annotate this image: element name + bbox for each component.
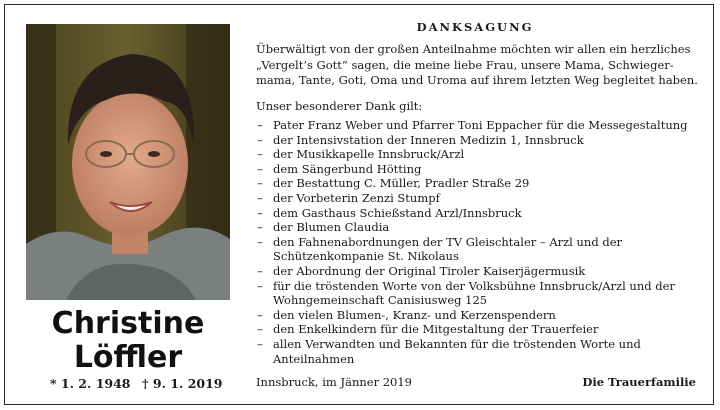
thanks-item-line: – dem Gasthaus Schießstand Arzl/Innsbruck [273,205,522,220]
thanks-item [256,308,696,323]
birth-date: * 1. 2. 1948 [50,376,131,391]
thanks-item-line: – für die tröstenden Worte von der Volksbühne Innsbruck/Arzl und der [273,278,675,293]
thanks-item-line: – den Fahnenabordnungen der TV Gleischtaler – Arzl und der [273,234,623,249]
thanks-item-line: – den Enkelkindern für die Mitgestaltung der Trauerfeier [273,322,599,337]
thanks-item-line: Wohngemeinschaft Canisiusweg 125 [273,293,488,308]
signature: Die Trauerfamilie [582,375,696,389]
thanks-item [256,337,696,366]
thanks-item-line: – der Abordnung der Original Tiroler Kaiserjägermusik [273,263,586,278]
thanks-item [256,162,696,177]
thanks-item-line: – dem Sängerbund Hötting [273,161,422,176]
thanks-item-line: – allen Verwandten und Bekannten für die tröstenden Worte und [273,336,641,351]
thanks-item-line: Schützenkompanie St. Nikolaus [273,249,459,264]
thanks-item [256,264,696,279]
thanks-item-line: – Pater Franz Weber und Pfarrer Toni Eppacher für die Messegestaltung [273,118,688,132]
thanks-item [256,147,696,162]
intro-paragraph [256,42,696,89]
thanks-item [256,279,696,308]
place-date: Innsbruck, im Jänner 2019 [256,375,412,389]
deceased-first-name: Christine [51,306,205,341]
thanks-list [256,118,696,366]
intro-line: mama, Tante, Goti, Oma und Uroma auf ihrem letzten Weg begleitet haben. [256,73,698,87]
thanks-item [256,133,696,148]
thanks-item-line: Anteilnahmen [273,351,355,366]
thanks-item-line: – den vielen Blumen-, Kranz- und Kerzenspendern [273,307,556,322]
thanks-item [256,206,696,221]
portrait-photo [26,24,230,300]
thanks-item [256,191,696,206]
notice-title: DANKSAGUNG [416,20,534,34]
thanks-item-line: – der Vorbeterin Zenzi Stumpf [273,190,440,205]
deceased-last-name: Löffler [73,340,183,375]
intro-line: „Vergelt’s Gott“ sagen, die meine liebe Frau, unsere Mama, Schwieger- [256,57,674,72]
thanks-item [256,176,696,191]
thanks-item [256,235,696,264]
thanks-item-line: – der Musikkapelle Innsbruck/Arzl [273,147,465,162]
thanks-item [256,118,696,133]
thanks-item-line: – der Blumen Claudia [273,220,390,235]
thanks-item-line: – der Bestattung C. Müller, Pradler Straße 29 [273,176,530,191]
thanks-item [256,322,696,337]
intro-line: Überwältigt von der großen Anteilnahme möchten wir allen ein herzliches [256,42,691,56]
thanks-heading: Unser besonderer Dank gilt: [256,99,423,113]
thanks-item-line: – der Intensivstation der Inneren Medizin 1, Innsbruck [273,132,584,147]
thanks-item [256,220,696,235]
death-date: † 9. 1. 2019 [142,376,223,391]
